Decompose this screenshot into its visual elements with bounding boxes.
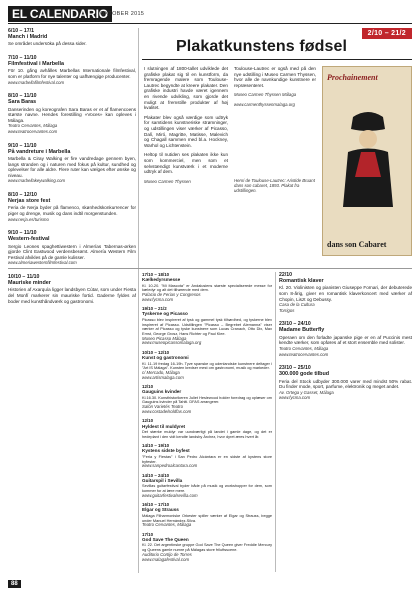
calendar-entry <box>8 192 136 222</box>
poster-footer: dans son Cabaret <box>327 240 387 249</box>
entry-title: Tyskerne og Picasso <box>142 311 188 317</box>
entry-url: www.almeriawesternfilmfestival.com <box>8 260 77 266</box>
entry-title: Manch i Madrid <box>8 34 48 40</box>
feature-paragraph: Plakater blev også værdige som udtryk for samtidens kunstneriske strømninger, og udstillingen viser værker af Picasso, Dalí, Miró, Magritte, Matisse, Malevich og Chagall sammen med bl.a. Hockney, Warhol og Lichtenstein. <box>144 114 228 148</box>
feature-rule <box>142 59 412 60</box>
feature-article <box>142 28 412 268</box>
calendar-entry <box>142 272 272 302</box>
entry-body: För 10. gång avhålles Marbellas Internationale filmfestival, som er platform for nye talenter og uafhængige producenter. <box>8 68 136 79</box>
calendar-column-1 <box>8 28 136 312</box>
entry-url: www.teatrocervantes.com <box>279 351 329 357</box>
entry-title: Western-festival <box>8 236 50 243</box>
entry-url: www.fycma.com <box>142 296 174 302</box>
calendar-entry <box>142 306 272 346</box>
entry-body: Feria de Nerja byder på flamenco, skønhedskonkurrencer for piger og drenge, musik og dans indtil morgenstunden. <box>8 205 136 216</box>
calendar-entry <box>142 532 272 562</box>
entry-venue: Casa de la Cultura <box>279 302 315 308</box>
calendar-entry <box>8 230 136 266</box>
column-divider <box>275 272 276 572</box>
calendar-entry <box>279 321 412 357</box>
entry-date: 9/10 – 11/10 <box>8 230 37 237</box>
entry-url: www.teatrocervantes.com <box>8 128 58 134</box>
entry-body: Sevillas guitarfestival byder både på musik og workshopper for dem, som kommer for at lære mere. <box>142 484 272 494</box>
entry-url: www.artismalaga.com <box>142 374 184 380</box>
entry-body: Det stærke muldyr var uundværligt på landet i gamle dage, og det er hedeplant i den vidt kendte landsby Árchez, hvor dyret æres hvert år. <box>142 430 272 439</box>
entry-url: www.nerja.es/turismo <box>8 216 49 222</box>
calendar-column-3 <box>279 272 412 409</box>
entry-body: Feria del Stock udbyder 300.000 varer med mindst 50% rabat. Du finder mode, sport, parfume, elektronik og meget andet. <box>279 378 412 390</box>
entry-body: Historien af Axarquía ligger landsbyen Cútar, som under Fiesta del Monfí markerer sin mauriske fortid. Gaderne fyldes af boder med kunsthåndværk og gastronomi. <box>8 287 136 304</box>
calendar-entry <box>142 384 272 414</box>
entry-date: 7/10 – 11/10 <box>8 55 37 61</box>
poster-figure <box>333 107 403 217</box>
entry-venue: Auditorio Cortijo de Torres <box>142 551 192 557</box>
entry-venue: c/ Mercado, Málaga <box>142 369 180 375</box>
entry-title: Kystens sidste byfest <box>142 448 190 454</box>
entry-date: 10/10 – 12/10 <box>142 349 170 355</box>
feature-paragraph: Heltop til nutiden ses plakaten ikke kun som kommerciel, men som et selvstændigt kunstværk i et moderne udtryk af dem. <box>144 152 228 175</box>
page-number: 88 <box>8 580 21 588</box>
calendar-entry <box>142 418 272 439</box>
entry-title: Hyldest til muldyret <box>142 423 186 429</box>
feature-venue: Museo Carmen Thyssen Málaga <box>234 92 297 98</box>
entry-date: 19/10 – 21/2 <box>142 306 167 312</box>
calendar-entry <box>279 272 412 313</box>
issue-date: OKTOBER 2015 <box>100 11 145 17</box>
poster-caption: Henri de Toulouse-Lautrec: Aristide Bruant dans son cabaret, 1893. Plakat fra udstillingen. <box>234 178 315 194</box>
entry-url: www.marbellafilmfestival.com <box>8 79 65 85</box>
entry-title: På vandreture i Marbella <box>8 148 71 155</box>
entry-title: Guitarspil i Sevilla <box>142 477 183 483</box>
entry-body: Sergio Leones spaghettiwestern i Almerías Tabernas-ørken gjorde Clint Eastwood verdensberømt. Almería Western Film Festival afvikles på de gamle kulisser. <box>8 243 136 260</box>
feature-paragraph: Toulouse-Lautrec er også med på den nye udstilling i Museo Carmen Thyssen, hvor alle de navnkundige kunstnere er repræsenteret. <box>234 66 316 88</box>
entry-body: "Feria y Fiestas" i San Pedro Alcántara er en sidste af kystens store byfester. <box>142 454 272 464</box>
entry-url: www.fycma.com <box>279 395 311 401</box>
entry-date: 22/10 <box>279 272 292 278</box>
entry-title: Nerjas store fest <box>8 197 51 204</box>
entry-title: God Save The Queen <box>142 536 189 542</box>
entry-body: Kl.16.30. Kunsthistorikeren Juliet Heslewood holder foredrag og oplæser om Gauguins kvinder på Tahiti. DFAS arrangerer. <box>142 395 272 405</box>
entry-date: 14/10 – 19/10 <box>142 443 170 449</box>
entry-title: Madame Butterfly <box>279 327 325 334</box>
entry-date: 14/10 – 24/10 <box>142 472 170 478</box>
section-divider <box>8 268 412 269</box>
entry-title: Elgar og Strauss <box>142 507 179 513</box>
entry-date: 23/10 – 25/10 <box>279 365 311 372</box>
entry-date: 12/10 <box>142 384 154 390</box>
entry-title: Kunst og gastronomi <box>142 355 189 360</box>
poster-heading: Prochainement <box>327 73 378 82</box>
entry-url: www.museopicassomalaga.org <box>142 340 202 346</box>
entry-body: Kl. 22. Det argentinske gruppe God Save The Queen giver Freddie Mercury og Queens gamle numre på Málagas store friluftsscene. <box>142 543 272 553</box>
entry-body: Kl. 11-19 fredag 16-19h. Tyve spanske og udenlandske kunstnere deltager i "Art IS Málaga". Kunsten kredser mest om gastronomi, musik og markeder. <box>142 361 272 371</box>
entry-date: 10/10 – 11/10 <box>8 273 40 280</box>
entry-date: 17/10 <box>142 531 154 537</box>
entry-date: 17/10 – 18/10 <box>142 272 170 277</box>
entry-url: www.marbellakeywalking.com <box>8 178 66 184</box>
column-divider <box>138 28 139 573</box>
calendar-entry <box>8 55 136 85</box>
entry-venue: Teatro Cervantes, Málaga <box>8 123 58 129</box>
entry-venue: Av. Ortega y Gasset, Málaga <box>279 389 334 395</box>
feature-paragraph: I slutningen af 1800-tallet udviklede det grafiske plakat sig til en kunstform, da fremragende malere som Toulouse-Lautrec begyndte at kreere plakater. Den grafiske industri havde været igennem en rivende udvikling, som gjorde det muligt at fremstille produkter af høj kvalitet. <box>144 66 228 111</box>
entry-venue: Salón Varietés Teatro <box>142 404 184 410</box>
feature-title: Plakatkunstens fødsel <box>176 38 348 55</box>
entry-venue: Teatro Cervantes, Málaga <box>142 522 192 528</box>
calendar-entry <box>8 274 136 304</box>
entry-url: Torrigos <box>279 307 295 313</box>
entry-body: Picasso blev inspireret af tysk og gammel tysk tilhørdhed, og tyskerne blev inspireret af Picasso. Udstillingen "Picasso – Begrebet Alemanna" viser værker af Picasso og tyske kunstnere som Lucas Cranach, Otto Dix, Max Ernst, George Grosz, Hans Richter og Paul Klee. <box>142 317 272 336</box>
page-header <box>8 4 412 24</box>
entry-title: Mauriske minder <box>8 279 51 286</box>
entry-body: Kl. 20. Violinisten og pianisten Giuseppe Fornari, der debuterede som 8-årig, giver en romantisk klaverkoncert med værker af Chopin, Liszt og Debussy. <box>279 285 412 302</box>
entry-body: Operaen om den forladte japanske pige er en af Puccinis mest kendte værker, som opføres af et stort ensemble med solister. <box>279 334 412 346</box>
entry-venue: Teatro Cervantes, Málaga <box>279 345 329 351</box>
entry-title: Romantisk klaver <box>279 278 324 284</box>
feature-date-badge: 2/10 – 21/2 <box>362 28 412 39</box>
entry-date: 16/10 – 17/10 <box>142 502 170 508</box>
calendar-entry <box>142 473 272 499</box>
entry-date: 8/10 – 11/10 <box>8 93 37 100</box>
feature-url: www.carmenthyssenmalaga.org <box>234 101 295 107</box>
entry-date: 8/10 – 12/10 <box>8 191 37 198</box>
entry-title: Sara Baras <box>8 99 37 106</box>
calendar-entry <box>142 502 272 528</box>
entry-title: Filmfestival i Marbella <box>8 61 65 67</box>
calendar-entry <box>8 93 136 134</box>
poster-image <box>322 66 412 256</box>
calendar-column-2 <box>142 272 272 566</box>
feature-credit: Museo Carmen Thyssen <box>144 178 191 184</box>
entry-body: Se området undersöka på dessa sider. <box>8 41 87 47</box>
calendar-entry <box>142 350 272 380</box>
entry-url: www.costadelsoldfas.com <box>142 408 192 414</box>
calendar-logo: EL CALENDARIO <box>8 6 112 22</box>
calendar-entry <box>279 365 412 401</box>
entry-body: Kl. 10-20. "Mi Mascota" er Andalusiens største specialiserede messe for kæledyr og alt det tilhørende med dem. <box>142 283 272 293</box>
entry-body: Málaga Filharmoniske Orkester spiller værker af Elgar og Strauss, begge under Manuel Hernández-Silva. <box>142 513 272 523</box>
feature-text-column-2 <box>234 66 316 112</box>
entry-venue: Palacio de Ferias y Congresos <box>142 292 201 297</box>
entry-date: 9/10 – 11/10 <box>8 142 37 149</box>
entry-date: 23/10 – 24/10 <box>279 321 311 328</box>
entry-url: www.sanpedroalcantara.com <box>142 463 198 469</box>
entry-date: 12/10 <box>142 418 154 424</box>
entry-venue: Museo Picasso Málaga <box>142 335 187 341</box>
calendar-entry <box>8 143 136 184</box>
entry-url: www.malagafestival.com <box>142 556 190 562</box>
entry-title: 300.000 gode tilbud <box>279 371 330 378</box>
entry-body: Marbella & Ciray Walking er fire vandredage gennem byen, langs stranden og i naturen med fokus på kultur, sundhed og oplevelser for alle aldre. Flere ruter kan vælges efter ønske og niveau. <box>8 155 136 178</box>
entry-body: Danserinden og koreografen Sara Baras er et af flamencoens største navne. Hendes forestilling «Voces» kan opleves i Málaga. <box>8 106 136 123</box>
feature-text-column-1 <box>144 66 228 188</box>
entry-title: Gauguins kvinder <box>142 389 182 395</box>
entry-url: www.guitarfestivalsevilla.com <box>142 492 198 498</box>
entry-title: Kælkedyrsmesse <box>142 277 181 283</box>
calendar-entry <box>142 443 272 469</box>
entry-date: 6/10 – 17/1 <box>8 28 34 34</box>
calendar-entry <box>8 28 136 47</box>
